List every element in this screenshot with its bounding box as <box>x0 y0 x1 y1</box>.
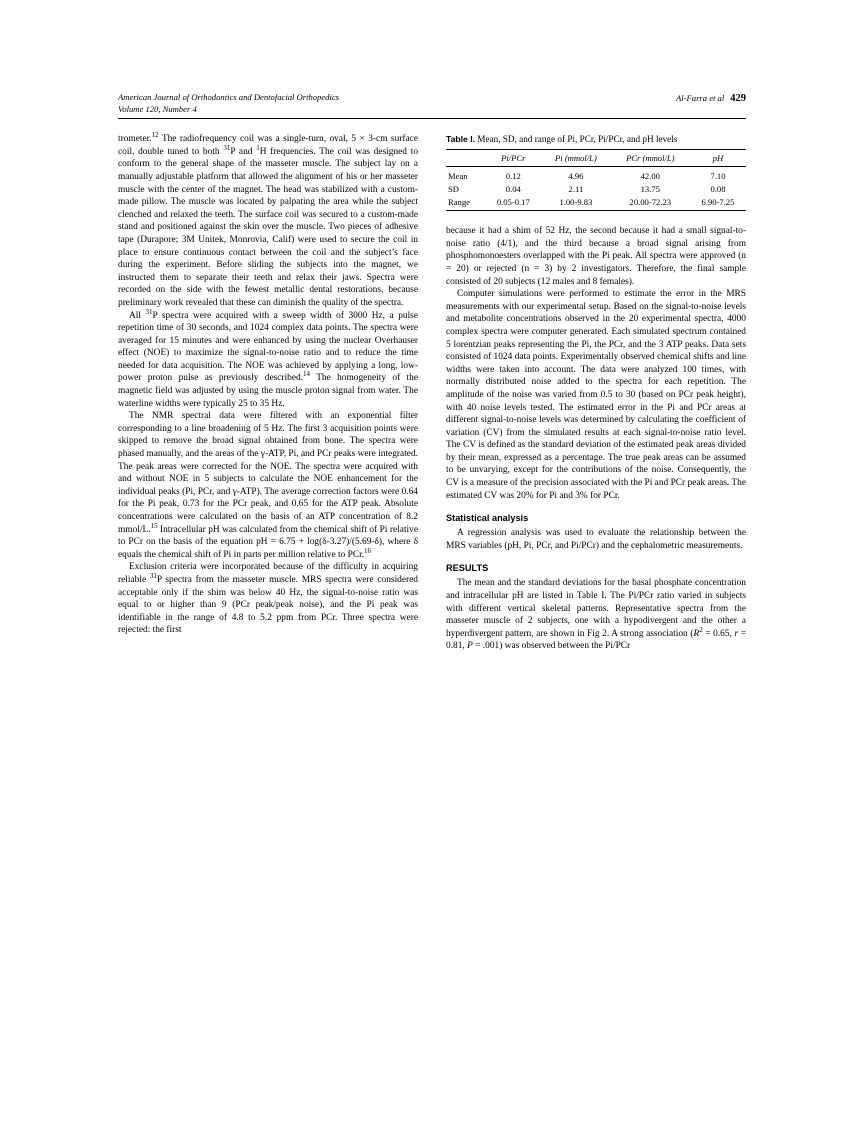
authors-label: Al-Farra et al <box>676 93 725 103</box>
left-column <box>118 133 418 653</box>
paragraph-left-3: The NMR spectral data were filtered with an exponential filter corresponding to a line broadening of 5 Hz. The first 3 acquisition points were skipped to remove the broad signal obtained from bone. The spectra were phased manually, and the areas of the γ-ATP, Pi, and PCr peaks were integrated. The peak areas were corrected for the NOE. The spectra were acquired with and without NOE in 5 subjects to calculate the NOE enhancement for the individual peaks (Pi, PCr, and γ-ATP). The average correction factors were 0.64 for the Pi peak, 0.73 for the PCr peak, and 0.65 for the ATP peak. Absolute concentrations were calculated on the basis of an ATP concentration of 8.2 mmol/L.$^{15}$ Intracellular pH was calculated from the chemical shift of Pi relative to PCr on the basis of the equation pH = 6.75 + log(δ-3.27)/(5.69-δ), where δ equals the chemical shift of Pi in parts per million relative to PCr.$^{16}$ <box>118 411 418 560</box>
table-header-cell-1: Pi/PCr <box>485 150 541 167</box>
table-cell: 4.96 <box>568 171 584 182</box>
table-1-grid <box>446 149 746 211</box>
table-cell: 20.00-72.23 <box>611 196 690 211</box>
table-cell: 6.90-7.25 <box>690 196 746 211</box>
paragraph-right-1: because it had a shim of 52 Hz, the second because it had a small signal-to-noise ratio (4/1), and the third because a broad signal arising from phosphomonoesters overlapped with the Pi peak. All spectra were approved (n = 20) or rejected (n = 3) by 2 investigators. Therefore, the final sample consisted of 20 subjects (12 males and 8 females). <box>446 226 746 287</box>
table-cell: Mean <box>448 171 468 182</box>
table-header-cell-2: Pi (mmol/L) <box>541 150 610 167</box>
table-caption <box>446 133 746 145</box>
table-row <box>446 183 746 196</box>
table-cell: 0.08 <box>710 184 726 195</box>
table-caption-text: Mean, SD, and range of Pi, PCr, Pi/PCr, and pH levels <box>477 134 678 145</box>
table-cell: 1.00-9.83 <box>541 196 610 211</box>
paragraph-right-3: A regression analysis was used to evaluate the relationship between the MRS variables (pH, Pi, PCr, and Pi/PCr) and the cephalometric measurements. <box>446 528 746 551</box>
journal-volume-line: Volume 120, Number 4 <box>118 103 197 114</box>
page-content <box>118 92 746 653</box>
table-header-cell-0 <box>446 150 485 167</box>
table-1 <box>446 133 746 211</box>
table-label: Table I. <box>446 134 475 145</box>
table-cell: 42.00 <box>640 171 660 182</box>
table-cell: 0.05-0.17 <box>485 196 541 211</box>
table-cell: 0.04 <box>505 184 521 195</box>
heading-results: RESULTS <box>446 563 489 574</box>
running-head <box>118 92 746 115</box>
heading-statistical-analysis: Statistical analysis <box>446 513 529 524</box>
header-rule <box>118 118 746 119</box>
table-row <box>446 167 746 183</box>
running-head-journal <box>118 92 339 115</box>
table-header-cell-3: PCr (mmol/L) <box>611 150 690 167</box>
page-number: 429 <box>730 93 746 104</box>
right-column <box>446 133 746 653</box>
table-row <box>446 196 746 211</box>
table-cell: Range <box>446 196 485 211</box>
table-cell: 2.11 <box>568 184 584 195</box>
table-cell: 0.12 <box>505 171 521 182</box>
table-header-row <box>446 150 746 167</box>
table-cell: SD <box>448 184 459 195</box>
table-cell: 7.10 <box>710 171 726 182</box>
paragraph-left-1: trometer.$^{12}$ The radiofrequency coil was a single-turn, oval, 5 × 3-cm surface coil, double tuned to both $^{31}$P and $^1$H frequencies. The coil was designed to conform to the general shape of the masseter muscle. The subject lay on a manually adjustable platform that allowed the alignment of his or her masseter muscle with the center of the magnet. The head was stabilized with a custom-made pillow. The muscle was located by palpating the area while the subject clenched and relaxed the teeth. The surface coil was secured to a custom-made stand and positioned against the skin over the muscle. Two pieces of adhesive tape (Durapore; 3M Unitek, Monrovia, Calif) were used to secure the coil in place to ensure continuous contact between the coil and the subject’s face during the experiment. Before sliding the subjects into the magnet, we instructed them to separate their teeth and relax their jaws. Spectra were recorded on the side with the fewest metallic dental restorations, because preliminary work revealed that these can diminish the quality of the spectra. <box>118 131 419 308</box>
journal-title-line: American Journal of Orthodontics and Dentofacial Orthopedics <box>118 92 340 102</box>
running-head-authors <box>676 92 746 106</box>
paragraph-right-2: Computer simulations were performed to estimate the error in the MRS measurements with our experimental setup. Based on the signal-to-noise levels and metabolite concentrations observed in the 20 experimental spectra, 4000 complex spectra were computer generated. Each simulated spectrum contained 5 lorentzian peaks representing the Pi, the PCr, and the 3 ATP peaks. Data sets consisted of 1024 data points. Experimentally observed chemical shifts and line widths were taken into account. The data were analyzed 100 times, with normally distributed noise added to the spectra for each repetition. The amplitude of the noise was varied from 0.5 to 30 (based on PCr peak height), with 40 noise levels tested. The estimated error in the Pi and PCr areas at different signal-to-noise levels was determined by calculating the coefficient of variation (CV) from the simulated results at each signal-to-noise ratio level. The CV is defined as the standard deviation of the estimated peak areas divided by their mean, expressed as a percentage. The true peak areas can be assumed to be unvarying, except for the contributions of the noise. Consequently, the CV is a measure of the precision associated with the Pi and PCr peak areas. The estimated CV was 20% for Pi and 3% for PCr. <box>446 289 746 501</box>
paragraph-right-4: The mean and the standard deviations for the basal phosphate concentration and intracellular pH are listed in Table I. The Pi/PCr ratio varied in subjects with different vertical skeletal patterns. Representative spectra from the masseter muscle of 2 subjects, one with a hypodivergent and the other a hyperdivergent pattern, are shown in Fig 2. A strong association ($R^2 = 0.65$, r = 0.81, P = .001) was observed between the Pi/PCr <box>446 578 746 652</box>
paragraph-left-2: All $^{31}$P spectra were acquired with a sweep width of 3000 Hz, a pulse repetition time of 30 seconds, and 1024 complex data points. The spectra were averaged for 15 minutes and were enhanced by using the nuclear Overhauser effect (NOE) to maximize the signal-to-noise ratio and to reduce the time needed for data acquisition. The NOE was achieved by applying a long, low-power proton pulse as previously described.$^{14}$ The homogeneity of the magnetic field was adjusted by using the muscle proton signal from water. The waterline widths were typically 25 to 35 Hz. <box>118 307 418 409</box>
two-column-layout <box>118 133 746 653</box>
table-header-cell-4: pH <box>690 150 746 167</box>
table-cell: 13.75 <box>640 184 660 195</box>
paragraph-left-4: Exclusion criteria were incorporated because of the difficulty in acquiring reliable $^{31}$P spectra from the masseter muscle. MRS spectra were considered acceptable only if the shim was below 40 Hz, the signal-to-noise ratio was equal to or higher than 9 (PCr peak/peak noise), and the Pi peak was identifiable in the range of 4.8 to 5.2 ppm from PCr. Three spectra were rejected: the first <box>118 562 418 636</box>
